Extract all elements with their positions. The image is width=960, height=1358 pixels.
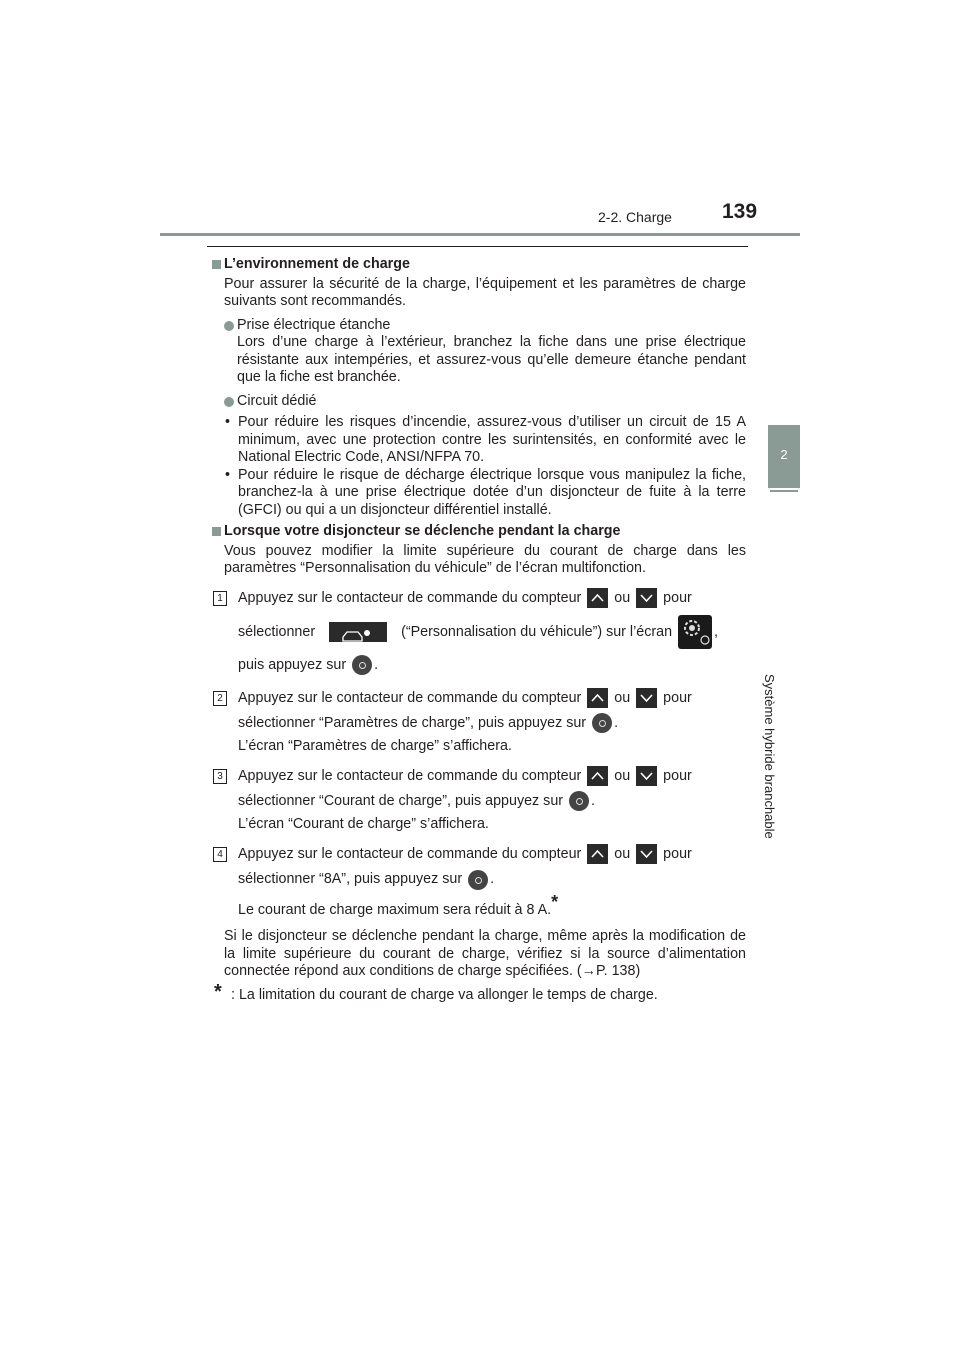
chapter-tab [768, 425, 800, 488]
ok-button-icon [352, 655, 372, 675]
chevron-down-icon [636, 766, 657, 786]
page-number: 139 [722, 200, 758, 223]
step-text: sélectionner “Courant de charge”, puis appuyez sur [238, 793, 564, 810]
step-1 [211, 588, 746, 678]
breaker-heading: Lorsque votre disjoncteur se déclenche pendant la charge [211, 523, 746, 541]
step-text: Appuyez sur le contacteur de commande du compteur [238, 589, 582, 606]
breaker-after: Si le disjoncteur se déclenche pendant la charge, même après la modification de la limite supérieure du courant de charge, vérifiez si la source d’alimentation connectée répond aux conditions de charge spécifiées. (→P. 138) [224, 928, 746, 980]
section-title: 2-2. Charge [598, 209, 672, 225]
step-text: sélectionner “Paramètres de charge”, puis appuyez sur [238, 714, 587, 731]
step-text: (“Personnalisation du véhicule”) sur l’écran [401, 623, 673, 640]
step-number: 1 [213, 591, 227, 606]
pour-text: pour [663, 846, 692, 863]
pour-text: pour [663, 767, 692, 784]
item-text: Lors d’une charge à l’extérieur, branchez la fiche dans une prise électrique résistante aux intempéries, et assurez-vous qu’elle demeure étanche pendant que la fiche est branchée. [237, 334, 746, 385]
or-text: ou [614, 589, 631, 606]
bullet-text: Pour réduire le risque de décharge électrique lorsque vous manipulez la fiche, branchez-la à une prise électrique dotée d’un disjoncteur de fuite à la terre (GFCI) ou qui a un disjoncteur différentiel installé. [238, 466, 746, 518]
step-number: 4 [213, 847, 227, 862]
or-text: ou [614, 767, 631, 784]
step-text: sélectionner [238, 623, 316, 640]
chevron-up-icon [587, 588, 608, 608]
step-text: Appuyez sur le contacteur de commande du compteur [238, 846, 582, 863]
ok-button-icon [592, 713, 612, 733]
footnote-marker: * [551, 892, 559, 913]
step-text: puis appuyez sur [238, 656, 347, 673]
pour-text: pour [663, 589, 692, 606]
chapter-title: Système hybride branchable [762, 674, 777, 839]
step-text: Le courant de charge maximum sera réduit à 8 A. [238, 902, 552, 919]
list-item [224, 317, 746, 387]
step-4 [211, 844, 746, 920]
step-text: Appuyez sur le contacteur de commande du compteur [238, 689, 582, 706]
footnote-text: : La limitation du courant de charge va allonger le temps de charge. [231, 986, 658, 1003]
content-rule [207, 246, 748, 247]
chevron-down-icon [636, 844, 657, 864]
step-3 [211, 766, 746, 834]
period: . [591, 793, 596, 810]
step-text: sélectionner “8A”, puis appuyez sur [238, 871, 463, 888]
footnote-star: * [214, 980, 222, 1003]
item-title: Circuit dédié [237, 392, 317, 409]
vehicle-customization-icon [329, 622, 387, 642]
bullet-item: • Pour réduire le risque de décharge électrique lorsque vous manipulez la fiche, branchez-la à une prise électrique dotée d’un disjoncteur de fuite à la terre (GFCI) ou qui a un disjoncteur différentiel installé. [225, 466, 746, 518]
ok-button-icon [569, 791, 589, 811]
or-text: ou [614, 846, 631, 863]
chapter-number: 2 [780, 447, 788, 462]
step-number: 3 [213, 769, 227, 784]
step-2 [211, 688, 746, 756]
chevron-down-icon [636, 588, 657, 608]
chevron-up-icon [587, 688, 608, 708]
bullet-dot-icon [224, 397, 234, 407]
bullet-item: • Pour réduire les risques d’incendie, assurez-vous d’utiliser un circuit de 15 A minimum, avec une protection contre les surintensités, en conformité avec le National Electric Code, ANSI/NFPA 70. [225, 414, 746, 465]
side-rule [770, 490, 798, 492]
period: . [374, 656, 379, 673]
or-text: ou [614, 689, 631, 706]
chevron-up-icon [587, 844, 608, 864]
period: . [490, 871, 495, 888]
list-item [224, 393, 746, 411]
chevron-up-icon [587, 766, 608, 786]
ok-button-icon [468, 870, 488, 890]
bullet-text: Pour réduire les risques d’incendie, assurez-vous d’utiliser un circuit de 15 A minimum, avec une protection contre les surintensités, en conformité avec le National Electric Code, ANSI/NFPA 70. [238, 414, 746, 465]
chapter-title-vertical [762, 500, 799, 839]
environment-intro: Pour assurer la sécurité de la charge, l’équipement et les paramètres de charge suivants sont recommandés. [224, 275, 746, 309]
bullet-dot-icon [224, 321, 234, 331]
chevron-down-icon [636, 688, 657, 708]
step-text: Appuyez sur le contacteur de commande du compteur [238, 767, 582, 784]
pour-text: pour [663, 689, 692, 706]
settings-screen-icon [678, 615, 712, 649]
step-text: L’écran “Paramètres de charge” s’affichera. [238, 737, 512, 754]
header-rule [160, 233, 800, 236]
breaker-intro: Vous pouvez modifier la limite supérieure du courant de charge dans les paramètres “Personnalisation du véhicule” de l’écran multifonction. [224, 542, 746, 576]
step-text: L’écran “Courant de charge” s’affichera. [238, 816, 489, 833]
period: . [614, 714, 619, 731]
environment-heading: L’environnement de charge [211, 256, 746, 274]
main-content [211, 256, 746, 1004]
step-number: 2 [213, 691, 227, 706]
footnote [211, 980, 746, 1005]
comma-text: , [714, 623, 719, 640]
item-title: Prise électrique étanche [237, 316, 391, 333]
